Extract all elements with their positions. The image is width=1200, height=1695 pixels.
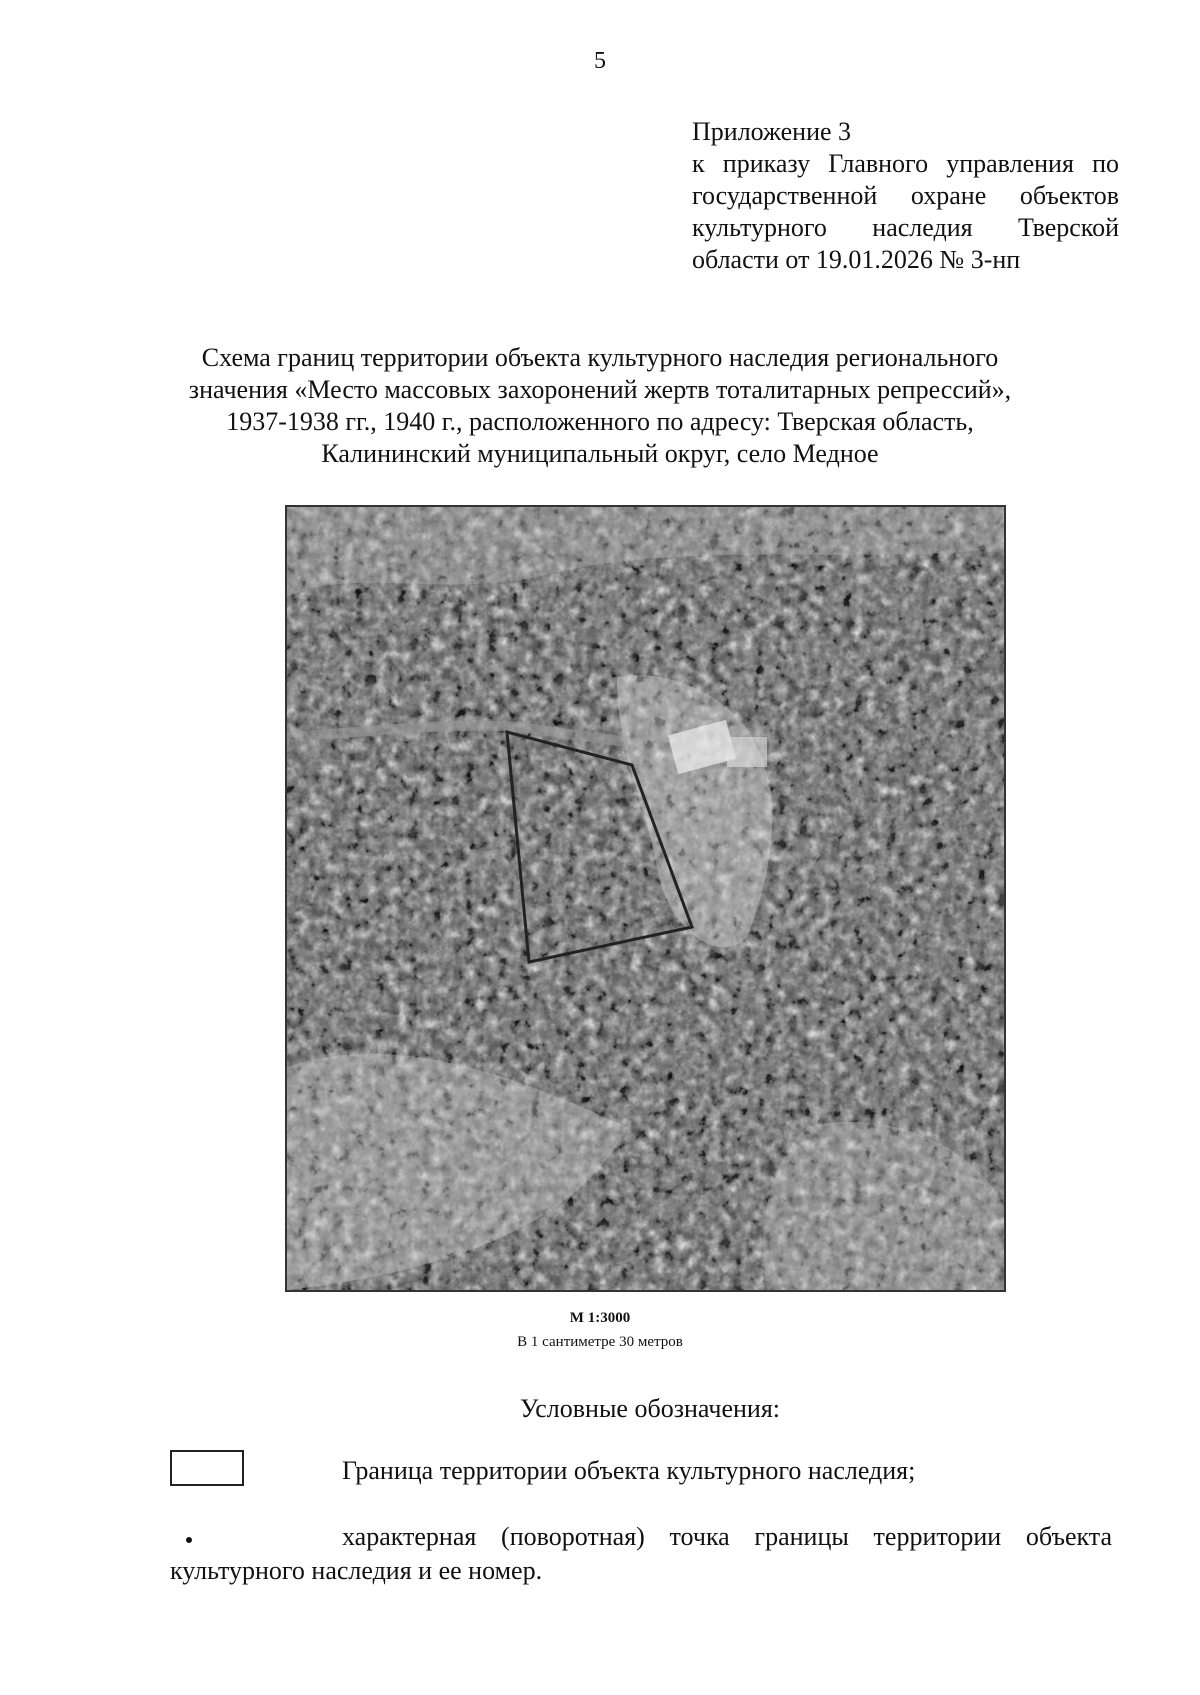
legend-item-point-line: характерная (поворотная) точка границы территории объекта bbox=[342, 1522, 1112, 1551]
title-line: Схема границ территории объекта культурного наследия регионального bbox=[201, 343, 999, 372]
title-line: 1937-1938 гг., 1940 г., расположенного по адресу: Тверская область, bbox=[226, 407, 974, 436]
appendix-line: Приложение 3 bbox=[692, 117, 852, 146]
map-scale-note: В 1 сантиметре 30 метров bbox=[517, 1334, 683, 1350]
legend-item-boundary: Граница территории объекта культурного наследия; bbox=[342, 1456, 916, 1485]
boundary-legend-symbol bbox=[170, 1450, 244, 1486]
title-line: значения «Место массовых захоронений жертв тоталитарных репрессий», bbox=[188, 375, 1012, 404]
page-number: 5 bbox=[594, 48, 606, 74]
appendix-line: к приказу Главного управления по bbox=[692, 149, 1119, 178]
legend-title: Условные обозначения: bbox=[519, 1394, 781, 1423]
appendix-line: культурного наследия Тверской bbox=[692, 213, 1119, 242]
appendix-line: области от 19.01.2026 № 3-нп bbox=[692, 245, 1021, 274]
title-line: Калининский муниципальный округ, село Медное bbox=[321, 439, 879, 468]
legend-item-point bbox=[170, 1520, 1112, 1588]
appendix-line: государственной охране объектов bbox=[692, 181, 1119, 210]
map-scale: М 1:3000 bbox=[569, 1310, 631, 1326]
aerial-photo bbox=[287, 507, 1004, 1290]
document-title bbox=[150, 342, 1050, 470]
aerial-map-image bbox=[285, 505, 1006, 1292]
appendix-header bbox=[692, 116, 1119, 276]
legend-item-point-line: культурного наследия и ее номер. bbox=[170, 1556, 543, 1585]
